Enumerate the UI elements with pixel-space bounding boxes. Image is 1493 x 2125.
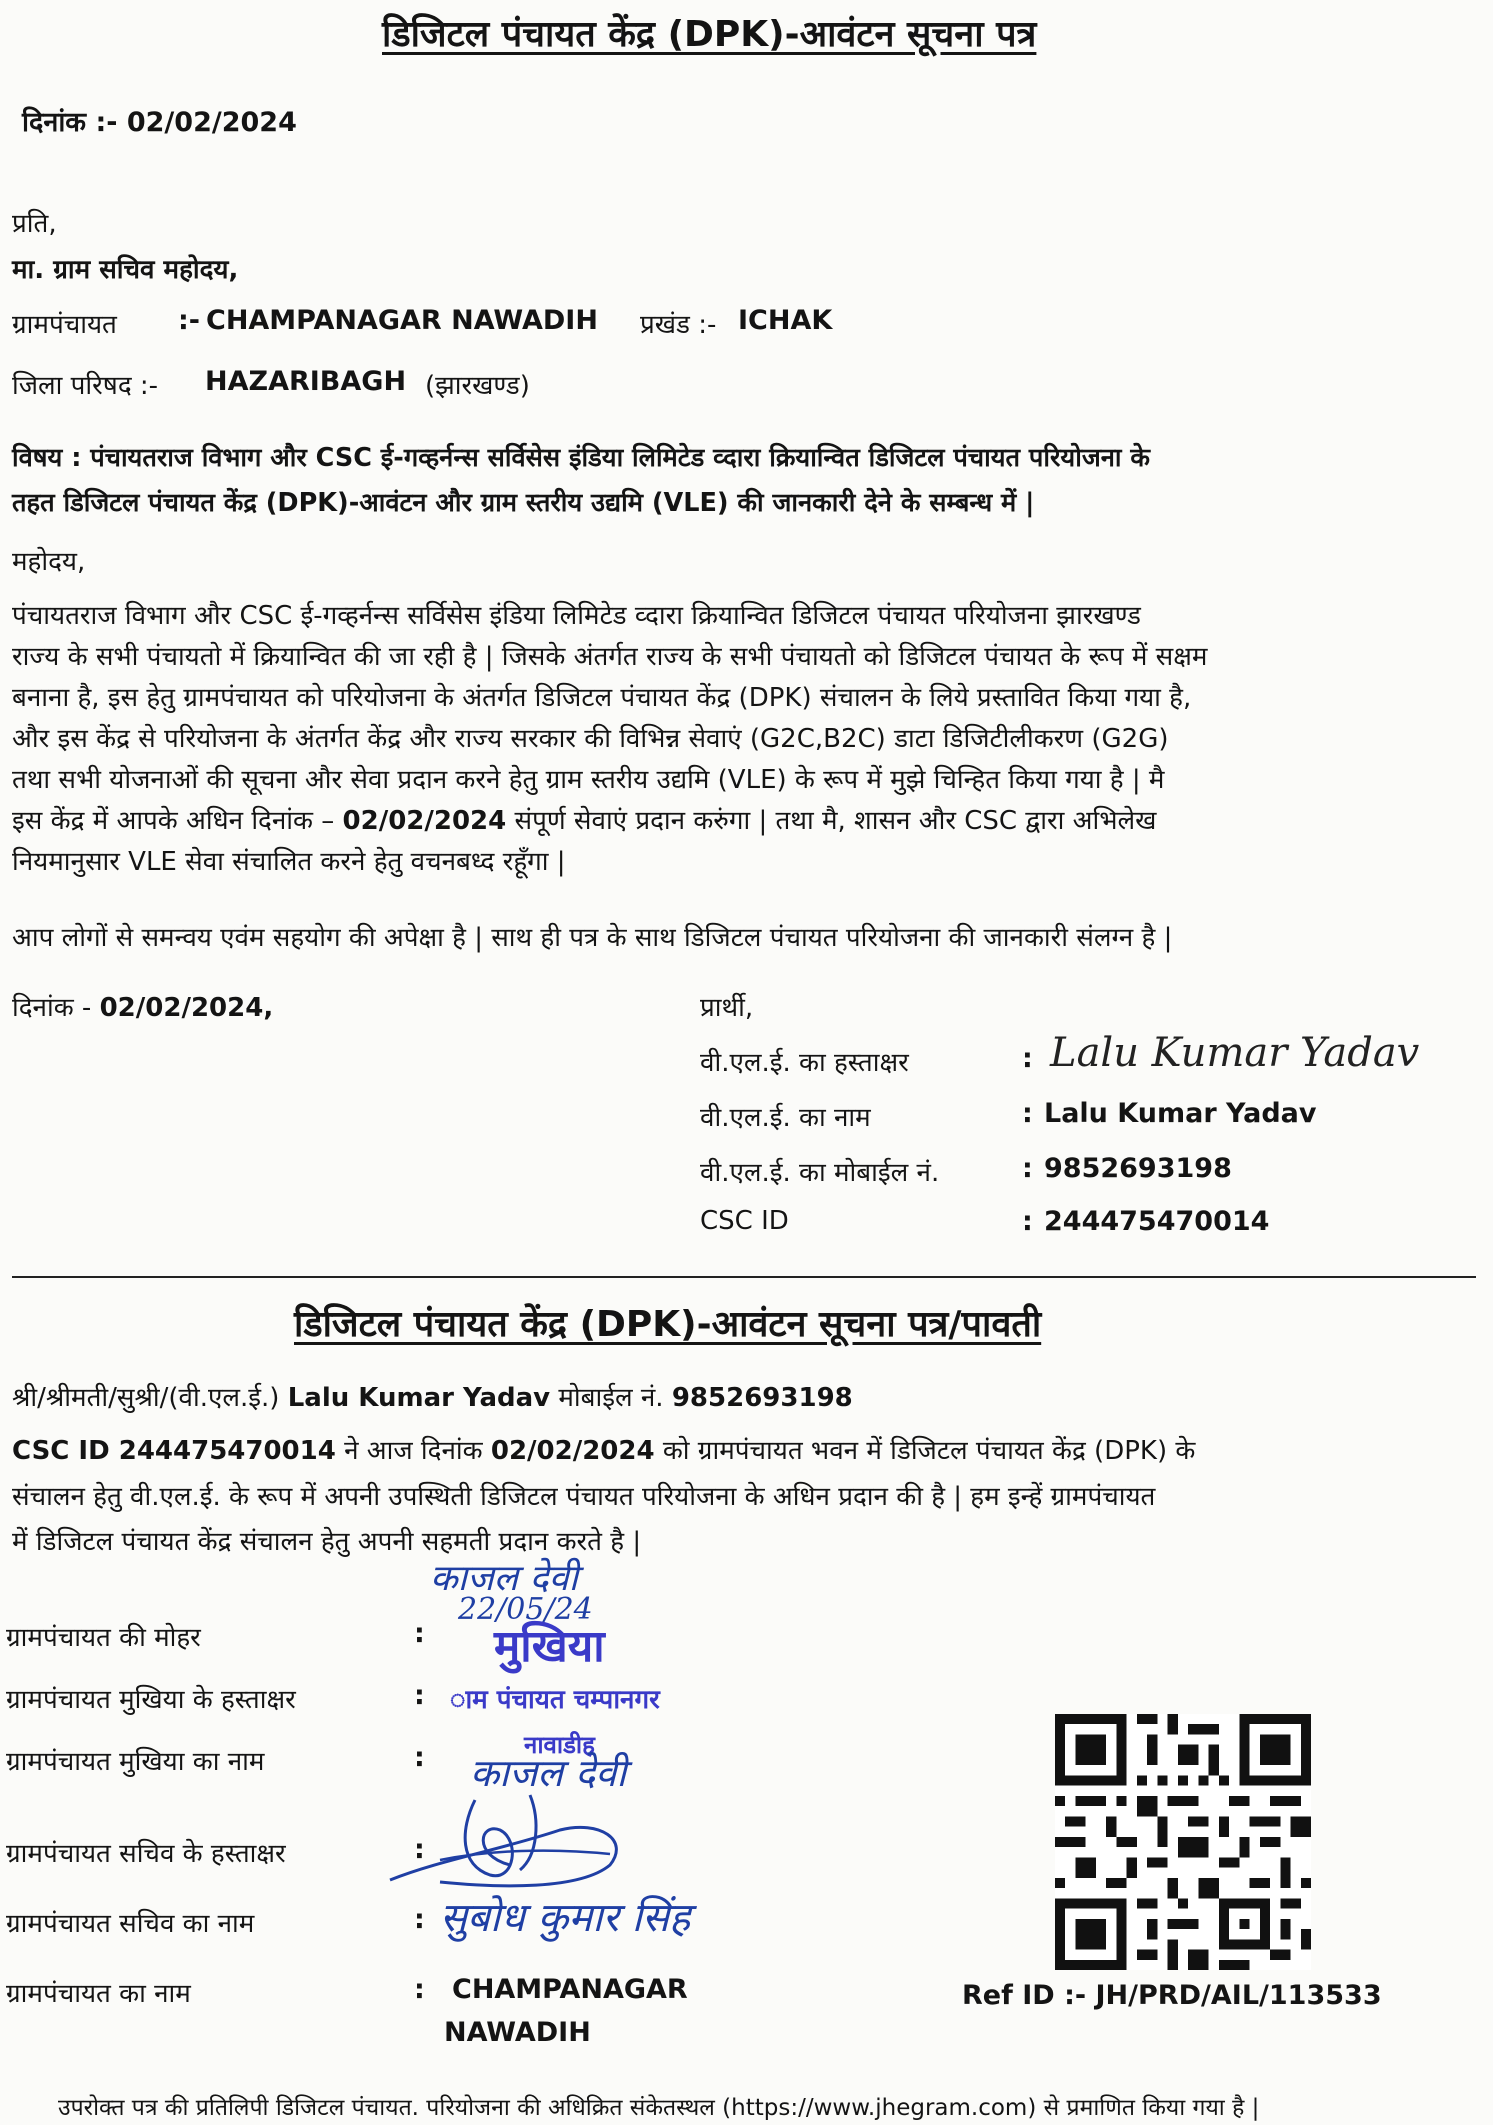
- receipt-post: को ग्रामपंचायत भवन में डिजिटल पंचायत केंद्र (DPK) के: [654, 1436, 1196, 1466]
- gp-secretary-sign-colon: :: [414, 1834, 425, 1865]
- panchayat-sep: :-: [178, 305, 201, 336]
- gp-seal-colon: :: [414, 1618, 425, 1649]
- qr-code-icon: [1055, 1714, 1311, 1970]
- subject-line-1: विषय : पंचायतराज विभाग और CSC ई-गव्हर्नन्स सर्विसेस इंडिया लिमिटेड व्दारा क्रियान्वित डिजिटल पंचायत परियोजना के: [12, 443, 1150, 473]
- body-line6-post: संपूर्ण सेवाएं प्रदान करुंगा | तथा मै, शासन और CSC द्वारा अभिलेख: [506, 806, 1157, 836]
- gp-secretary-sign-label: ग्रामपंचायत सचिव के हस्ताक्षर: [6, 1839, 286, 1869]
- receipt-honorific: श्री/श्रीमती/सुश्री/(वी.एल.ई.): [12, 1383, 288, 1413]
- footer-note: उपरोक्त पत्र की प्रतिलिपी डिजिटल पंचायत. परियोजना की अधिक्रित संकेतस्थल (https://www.jhegram.com) से प्रमाणित किया गया है |: [58, 2095, 1260, 2121]
- receipt-line-2: [12, 1431, 1195, 1467]
- vle-signature-label: वी.एल.ई. का हस्ताक्षर: [700, 1048, 909, 1078]
- addressee: मा. ग्राम सचिव महोदय,: [12, 255, 239, 285]
- body-line: [12, 801, 1207, 842]
- vle-signature-colon: :: [1022, 1043, 1033, 1074]
- csc-id-colon: :: [1022, 1206, 1033, 1237]
- gp-mukhiya-sign-colon: :: [414, 1680, 425, 1711]
- page-title: डिजिटल पंचायत केंद्र (DPK)-आवंटन सूचना पत्र: [382, 14, 1037, 55]
- receipt-mid: ने आज दिनांक: [335, 1436, 491, 1466]
- handwritten-date: 22/05/24: [458, 1592, 593, 1627]
- panchayat-value: CHAMPANAGAR NAWADIH: [206, 305, 598, 336]
- gp-mukhiya-sign-label: ग्रामपंचायत मुखिया के हस्ताक्षर: [6, 1685, 296, 1715]
- receipt-csc-id: 244475470014: [118, 1436, 336, 1466]
- sign-date-label: दिनांक -: [12, 993, 100, 1023]
- gp-secretary-name-colon: :: [414, 1904, 425, 1935]
- body-line: और इस केंद्र से परियोजना के अंतर्गत केंद्र और राज्य सरकार की विभिन्न सेवाएं (G2C,B2C) डाटा डिजिटीलीकरण (G2G): [12, 724, 1169, 754]
- gp-name-label: ग्रामपंचायत का नाम: [6, 1979, 191, 2009]
- vle-mobile-label: वी.एल.ई. का मोबाईल नं.: [700, 1158, 940, 1188]
- vle-name-colon: :: [1022, 1098, 1033, 1129]
- salutation: महोदय,: [12, 547, 86, 577]
- gp-mukhiya-name-colon: :: [414, 1742, 425, 1773]
- handwritten-name-top: काजल देवी: [430, 1558, 578, 1599]
- ref-id: [962, 1980, 1382, 2011]
- gp-seal-label: ग्रामपंचायत की मोहर: [6, 1623, 201, 1653]
- body-line6-date: 02/02/2024: [342, 806, 507, 836]
- gp-name-value: CHAMPANAGAR: [452, 1974, 688, 2005]
- ref-id-label: Ref ID :-: [962, 1980, 1096, 2011]
- receipt-csc-label: CSC ID: [12, 1436, 119, 1466]
- district-label: जिला परिषद :-: [12, 371, 159, 401]
- gp-name-value-line-2: NAWADIH: [444, 2017, 591, 2048]
- secretary-handwritten-name: सुबोध कुमार सिंह: [440, 1895, 691, 1941]
- ref-id-value: JH/PRD/AIL/113533: [1095, 1980, 1382, 2011]
- gp-name-colon: :: [414, 1974, 425, 2005]
- receipt-mobile-label: मोबाईल नं.: [550, 1383, 672, 1413]
- vle-name-value: Lalu Kumar Yadav: [1044, 1098, 1317, 1129]
- receipt-date: 02/02/2024: [490, 1436, 655, 1466]
- receipt-line-1: [12, 1378, 853, 1414]
- mukhiya-handwritten-name: काजल देवी: [470, 1751, 627, 1795]
- letter-date: दिनांक :- 02/02/2024: [22, 107, 297, 138]
- sign-date-value: 02/02/2024,: [99, 993, 274, 1023]
- mukhiya-stamp: मुखिया: [494, 1621, 605, 1672]
- panchayat-label: ग्रामपंचायत: [12, 310, 117, 340]
- prarthi-label: प्रार्थी,: [700, 993, 754, 1023]
- body-line: नियमानुसार VLE सेवा संचालित करने हेतु वचनबध्द रहूँगा |: [12, 847, 566, 877]
- secretary-signature-scribble: [380, 1770, 680, 1900]
- body-line6-pre: इस केंद्र में आपके अधिन दिनांक –: [12, 806, 343, 836]
- sign-date: [12, 988, 273, 1024]
- prati-label: प्रति,: [12, 209, 57, 239]
- gp-mukhiya-name-label: ग्रामपंचायत मुखिया का नाम: [6, 1747, 265, 1777]
- receipt-line-4: में डिजिटल पंचायत केंद्र संचालन हेतु अपनी सहमती प्रदान करते है |: [12, 1527, 642, 1557]
- body-line: बनाना है, इस हेतु ग्रामपंचायत को परियोजना के अंतर्गत डिजिटल पंचायत केंद्र (DPK) संचालन के लिये प्रस्तावित किया गया है,: [12, 683, 1192, 713]
- body-line: तथा सभी योजनाओं की सूचना और सेवा प्रदान करने हेतु ग्राम स्तरीय उद्यमि (VLE) के रूप में मुझे चिन्हित किया गया है | मै: [12, 765, 1165, 795]
- receipt-title: डिजिटल पंचायत केंद्र (DPK)-आवंटन सूचना पत्र/पावती: [294, 1304, 1042, 1345]
- stamp-place: नावाडीह: [524, 1731, 595, 1759]
- subject-line-2: तहत डिजिटल पंचायत केंद्र (DPK)-आवंटन और ग्राम स्तरीय उद्यमि (VLE) की जानकारी देने के सम्बन्ध में |: [12, 488, 1035, 518]
- receipt-line-3: संचालन हेतु वी.एल.ई. के रूप में अपनी उपस्थिती डिजिटल पंचायत परियोजना के अधिन प्रदान की है | हम इन्हें ग्रामपंचायत: [12, 1482, 1156, 1512]
- district-state: (झारखण्ड): [425, 371, 530, 401]
- vle-mobile-colon: :: [1022, 1153, 1033, 1184]
- vle-mobile-value: 9852693198: [1044, 1153, 1232, 1184]
- body-paragraph: [12, 596, 1207, 883]
- block-value: ICHAK: [738, 305, 833, 336]
- vle-name-label: वी.एल.ई. का नाम: [700, 1103, 871, 1133]
- vle-signature: Lalu Kumar Yadav: [1050, 1030, 1420, 1076]
- block-label: प्रखंड :-: [640, 310, 717, 340]
- receipt-vle-name: Lalu Kumar Yadav: [287, 1383, 551, 1413]
- csc-id-label: CSC ID: [700, 1206, 789, 1236]
- body-line: पंचायतराज विभाग और CSC ई-गव्हर्नन्स सर्विसेस इंडिया लिमिटेड व्दारा क्रियान्वित डिजिटल पंचायत परियोजना झारखण्ड: [12, 601, 1141, 631]
- receipt-mobile: 9852693198: [671, 1383, 853, 1413]
- body-line: राज्य के सभी पंचायतो में क्रियान्वित की जा रही है | जिसके अंतर्गत राज्य के सभी पंचायतो को डिजिटल पंचायत के रूप में सक्षम: [12, 642, 1208, 672]
- csc-id-value: 244475470014: [1044, 1206, 1270, 1237]
- gp-secretary-name-label: ग्रामपंचायत सचिव का नाम: [6, 1909, 255, 1939]
- request-line: आप लोगों से समन्वय एवंम सहयोग की अपेक्षा है | साथ ही पत्र के साथ डिजिटल पंचायत परियोजना की जानकारी संलग्न है |: [12, 923, 1173, 953]
- district-value: HAZARIBAGH: [205, 366, 407, 397]
- section-divider: [12, 1276, 1476, 1278]
- stamp-gp-line: ाम पंचायत चम्पानगर: [450, 1685, 660, 1715]
